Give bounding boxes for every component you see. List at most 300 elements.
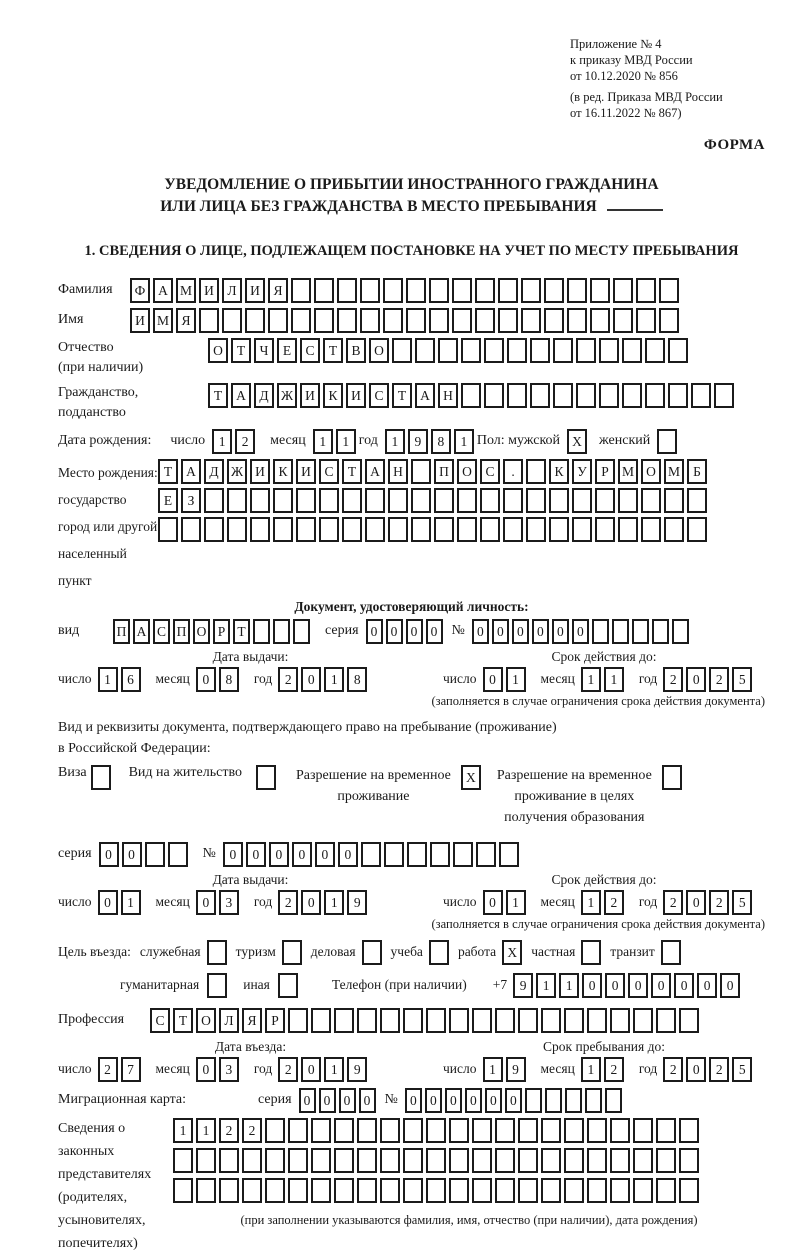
char-cell[interactable] [521,278,541,303]
char-cell[interactable] [426,1148,446,1173]
char-cell[interactable] [587,1118,607,1143]
char-cell[interactable]: 0 [686,667,706,692]
char-cell[interactable]: 0 [674,973,694,998]
char-cell[interactable] [411,517,431,542]
char-cell[interactable]: 2 [242,1118,262,1143]
char-cell[interactable] [319,517,339,542]
char-cell[interactable] [495,1178,515,1203]
char-cell[interactable]: 5 [732,1057,752,1082]
char-cell[interactable] [613,278,633,303]
char-cell[interactable]: Т [342,459,362,484]
char-cell[interactable]: Р [213,619,230,644]
char-cell[interactable] [472,1148,492,1173]
char-cell[interactable]: 1 [581,667,601,692]
char-cell[interactable] [403,1118,423,1143]
char-cell[interactable] [457,517,477,542]
char-cell[interactable]: 9 [506,1057,526,1082]
char-cell[interactable]: 0 [720,973,740,998]
char-cell[interactable]: 0 [426,619,443,644]
char-cell[interactable] [592,619,609,644]
char-cell[interactable] [181,517,201,542]
char-cell[interactable] [507,338,527,363]
char-cell[interactable]: 9 [513,973,533,998]
char-cell[interactable] [461,383,481,408]
char-cell[interactable] [196,1178,216,1203]
char-cell[interactable]: Т [231,338,251,363]
char-cell[interactable]: П [434,459,454,484]
char-cell[interactable] [645,383,665,408]
char-cell[interactable]: 0 [301,890,321,915]
char-cell[interactable]: 0 [405,1088,422,1113]
char-cell[interactable] [599,383,619,408]
char-cell[interactable]: У [572,459,592,484]
char-cell[interactable] [357,1178,377,1203]
char-cell[interactable]: З [181,488,201,513]
char-cell[interactable] [452,308,472,333]
purpose-study-checkbox[interactable] [429,940,449,965]
char-cell[interactable]: 1 [121,890,141,915]
char-cell[interactable] [633,1118,653,1143]
char-cell[interactable] [480,488,500,513]
purpose-official-checkbox[interactable] [207,940,227,965]
char-cell[interactable] [541,1118,561,1143]
char-cell[interactable] [632,619,649,644]
char-cell[interactable] [664,517,684,542]
char-cell[interactable] [587,1178,607,1203]
char-cell[interactable] [476,842,496,867]
char-cell[interactable] [549,488,569,513]
char-cell[interactable]: 0 [697,973,717,998]
char-cell[interactable] [429,278,449,303]
purpose-tourism-checkbox[interactable] [282,940,302,965]
char-cell[interactable] [659,278,679,303]
char-cell[interactable]: 0 [196,890,216,915]
char-cell[interactable] [645,338,665,363]
char-cell[interactable]: 0 [485,1088,502,1113]
char-cell[interactable] [691,383,711,408]
char-cell[interactable] [273,488,293,513]
char-cell[interactable]: К [323,383,343,408]
char-cell[interactable] [227,517,247,542]
char-cell[interactable] [411,488,431,513]
char-cell[interactable]: Я [242,1008,262,1033]
char-cell[interactable]: Н [388,459,408,484]
char-cell[interactable]: 0 [122,842,142,867]
char-cell[interactable]: 1 [536,973,556,998]
char-cell[interactable]: Р [265,1008,285,1033]
char-cell[interactable] [242,1178,262,1203]
char-cell[interactable]: 1 [454,429,474,454]
char-cell[interactable] [656,1178,676,1203]
char-cell[interactable]: 0 [492,619,509,644]
char-cell[interactable] [204,488,224,513]
char-cell[interactable]: 1 [336,429,356,454]
char-cell[interactable] [158,517,178,542]
char-cell[interactable] [641,517,661,542]
char-cell[interactable]: 0 [196,667,216,692]
char-cell[interactable] [590,278,610,303]
char-cell[interactable] [250,517,270,542]
char-cell[interactable]: 0 [223,842,243,867]
char-cell[interactable]: 0 [512,619,529,644]
char-cell[interactable] [679,1178,699,1203]
char-cell[interactable]: С [153,619,170,644]
char-cell[interactable] [337,308,357,333]
char-cell[interactable]: 1 [324,1057,344,1082]
char-cell[interactable] [293,619,310,644]
char-cell[interactable] [679,1008,699,1033]
char-cell[interactable]: 0 [686,890,706,915]
char-cell[interactable] [434,517,454,542]
char-cell[interactable] [291,278,311,303]
char-cell[interactable] [572,517,592,542]
char-cell[interactable] [457,488,477,513]
char-cell[interactable]: П [113,619,130,644]
char-cell[interactable] [449,1118,469,1143]
char-cell[interactable]: М [618,459,638,484]
char-cell[interactable]: Л [222,278,242,303]
char-cell[interactable]: 0 [386,619,403,644]
char-cell[interactable]: А [231,383,251,408]
char-cell[interactable]: М [176,278,196,303]
char-cell[interactable]: Я [268,278,288,303]
char-cell[interactable]: 0 [292,842,312,867]
char-cell[interactable] [610,1118,630,1143]
char-cell[interactable] [361,842,381,867]
char-cell[interactable]: 2 [98,1057,118,1082]
char-cell[interactable]: Ф [130,278,150,303]
char-cell[interactable]: О [196,1008,216,1033]
char-cell[interactable]: 0 [483,667,503,692]
char-cell[interactable]: И [300,383,320,408]
char-cell[interactable]: 8 [431,429,451,454]
char-cell[interactable] [526,488,546,513]
char-cell[interactable] [360,278,380,303]
char-cell[interactable] [388,488,408,513]
char-cell[interactable]: 0 [339,1088,356,1113]
char-cell[interactable] [365,517,385,542]
char-cell[interactable] [219,1178,239,1203]
char-cell[interactable] [636,278,656,303]
char-cell[interactable]: С [369,383,389,408]
char-cell[interactable] [288,1008,308,1033]
char-cell[interactable] [544,278,564,303]
char-cell[interactable]: Н [438,383,458,408]
char-cell[interactable]: 7 [121,1057,141,1082]
char-cell[interactable] [472,1178,492,1203]
char-cell[interactable]: С [300,338,320,363]
char-cell[interactable] [196,1148,216,1173]
char-cell[interactable] [499,842,519,867]
char-cell[interactable] [518,1148,538,1173]
char-cell[interactable]: 0 [406,619,423,644]
char-cell[interactable]: Е [158,488,178,513]
char-cell[interactable]: Ж [227,459,247,484]
char-cell[interactable]: 2 [663,1057,683,1082]
char-cell[interactable]: О [193,619,210,644]
char-cell[interactable]: И [296,459,316,484]
char-cell[interactable] [403,1148,423,1173]
purpose-private-checkbox[interactable] [581,940,601,965]
char-cell[interactable] [342,517,362,542]
edu-permit-checkbox[interactable] [662,765,682,790]
char-cell[interactable] [222,308,242,333]
char-cell[interactable] [411,459,431,484]
char-cell[interactable] [498,308,518,333]
char-cell[interactable] [380,1008,400,1033]
char-cell[interactable]: 0 [472,619,489,644]
char-cell[interactable]: О [457,459,477,484]
char-cell[interactable] [587,1148,607,1173]
char-cell[interactable] [173,1178,193,1203]
char-cell[interactable]: И [199,278,219,303]
char-cell[interactable] [587,1008,607,1033]
char-cell[interactable]: 1 [385,429,405,454]
char-cell[interactable]: Д [254,383,274,408]
char-cell[interactable] [242,1148,262,1173]
char-cell[interactable]: 1 [581,890,601,915]
char-cell[interactable]: Т [208,383,228,408]
char-cell[interactable]: 1 [483,1057,503,1082]
char-cell[interactable] [633,1148,653,1173]
char-cell[interactable] [360,308,380,333]
char-cell[interactable]: 2 [663,667,683,692]
char-cell[interactable] [380,1178,400,1203]
char-cell[interactable] [503,488,523,513]
purpose-other-checkbox[interactable] [278,973,298,998]
char-cell[interactable]: 2 [604,890,624,915]
purpose-business-checkbox[interactable] [362,940,382,965]
char-cell[interactable]: Т [392,383,412,408]
char-cell[interactable] [590,308,610,333]
char-cell[interactable] [576,338,596,363]
char-cell[interactable]: Д [204,459,224,484]
char-cell[interactable]: 0 [628,973,648,998]
char-cell[interactable] [288,1118,308,1143]
char-cell[interactable]: М [153,308,173,333]
purpose-humanitarian-checkbox[interactable] [207,973,227,998]
char-cell[interactable] [564,1008,584,1033]
char-cell[interactable]: И [250,459,270,484]
char-cell[interactable] [564,1118,584,1143]
char-cell[interactable] [403,1008,423,1033]
char-cell[interactable] [334,1148,354,1173]
char-cell[interactable]: Т [323,338,343,363]
char-cell[interactable] [605,1088,622,1113]
char-cell[interactable]: 3 [219,890,239,915]
char-cell[interactable]: Т [173,1008,193,1033]
char-cell[interactable]: 0 [425,1088,442,1113]
char-cell[interactable] [426,1178,446,1203]
char-cell[interactable]: 2 [219,1118,239,1143]
char-cell[interactable] [291,308,311,333]
char-cell[interactable] [553,338,573,363]
char-cell[interactable] [498,278,518,303]
char-cell[interactable] [618,488,638,513]
char-cell[interactable]: Ж [277,383,297,408]
char-cell[interactable] [265,1148,285,1173]
purpose-transit-checkbox[interactable] [661,940,681,965]
char-cell[interactable] [495,1148,515,1173]
char-cell[interactable]: 2 [278,667,298,692]
char-cell[interactable] [357,1008,377,1033]
char-cell[interactable]: Е [277,338,297,363]
char-cell[interactable] [679,1148,699,1173]
char-cell[interactable]: М [664,459,684,484]
char-cell[interactable] [541,1008,561,1033]
char-cell[interactable] [472,1118,492,1143]
char-cell[interactable]: 0 [269,842,289,867]
char-cell[interactable]: 5 [732,890,752,915]
char-cell[interactable] [612,619,629,644]
char-cell[interactable] [273,517,293,542]
char-cell[interactable] [296,517,316,542]
char-cell[interactable]: Б [687,459,707,484]
char-cell[interactable] [567,308,587,333]
char-cell[interactable]: 0 [605,973,625,998]
char-cell[interactable]: 0 [99,842,119,867]
char-cell[interactable]: 9 [347,1057,367,1082]
char-cell[interactable]: 8 [219,667,239,692]
char-cell[interactable] [342,488,362,513]
char-cell[interactable] [530,338,550,363]
char-cell[interactable] [311,1148,331,1173]
char-cell[interactable]: И [346,383,366,408]
char-cell[interactable] [357,1118,377,1143]
char-cell[interactable] [449,1148,469,1173]
char-cell[interactable] [392,338,412,363]
char-cell[interactable]: 1 [212,429,232,454]
char-cell[interactable]: 2 [709,1057,729,1082]
char-cell[interactable] [484,338,504,363]
char-cell[interactable]: А [181,459,201,484]
char-cell[interactable] [219,1148,239,1173]
char-cell[interactable]: 3 [219,1057,239,1082]
char-cell[interactable] [434,488,454,513]
char-cell[interactable]: Ч [254,338,274,363]
char-cell[interactable] [475,278,495,303]
char-cell[interactable]: К [549,459,569,484]
char-cell[interactable] [403,1178,423,1203]
char-cell[interactable]: 0 [338,842,358,867]
char-cell[interactable] [664,488,684,513]
char-cell[interactable] [636,308,656,333]
temp-permit-checkbox[interactable]: X [461,765,481,790]
char-cell[interactable] [576,383,596,408]
char-cell[interactable]: О [641,459,661,484]
char-cell[interactable] [518,1178,538,1203]
char-cell[interactable] [687,517,707,542]
char-cell[interactable]: 2 [235,429,255,454]
char-cell[interactable]: 1 [506,667,526,692]
char-cell[interactable]: К [273,459,293,484]
char-cell[interactable] [656,1008,676,1033]
char-cell[interactable] [495,1118,515,1143]
char-cell[interactable] [334,1178,354,1203]
char-cell[interactable]: 2 [663,890,683,915]
char-cell[interactable] [541,1178,561,1203]
char-cell[interactable]: И [130,308,150,333]
char-cell[interactable]: А [153,278,173,303]
char-cell[interactable] [383,308,403,333]
char-cell[interactable]: 0 [465,1088,482,1113]
char-cell[interactable]: 0 [319,1088,336,1113]
char-cell[interactable]: 1 [98,667,118,692]
char-cell[interactable] [618,517,638,542]
char-cell[interactable] [357,1148,377,1173]
char-cell[interactable]: Т [158,459,178,484]
char-cell[interactable] [622,383,642,408]
char-cell[interactable] [480,517,500,542]
sex-female-checkbox[interactable] [657,429,677,454]
char-cell[interactable]: 0 [651,973,671,998]
char-cell[interactable]: Л [219,1008,239,1033]
char-cell[interactable] [530,383,550,408]
char-cell[interactable] [250,488,270,513]
char-cell[interactable] [461,338,481,363]
char-cell[interactable]: О [208,338,228,363]
char-cell[interactable] [314,308,334,333]
char-cell[interactable] [518,1118,538,1143]
char-cell[interactable] [656,1148,676,1173]
char-cell[interactable] [268,308,288,333]
char-cell[interactable]: 0 [301,1057,321,1082]
char-cell[interactable] [567,278,587,303]
char-cell[interactable] [687,488,707,513]
char-cell[interactable] [541,1148,561,1173]
char-cell[interactable] [595,517,615,542]
char-cell[interactable] [659,308,679,333]
char-cell[interactable] [526,517,546,542]
char-cell[interactable]: 1 [581,1057,601,1082]
char-cell[interactable]: В [346,338,366,363]
char-cell[interactable] [383,278,403,303]
char-cell[interactable] [484,383,504,408]
char-cell[interactable] [265,1178,285,1203]
char-cell[interactable] [438,338,458,363]
char-cell[interactable]: И [245,278,265,303]
char-cell[interactable] [406,308,426,333]
char-cell[interactable] [426,1118,446,1143]
char-cell[interactable] [311,1118,331,1143]
char-cell[interactable] [714,383,734,408]
char-cell[interactable]: 1 [313,429,333,454]
char-cell[interactable]: С [319,459,339,484]
char-cell[interactable] [526,459,546,484]
char-cell[interactable] [564,1148,584,1173]
char-cell[interactable]: 0 [483,890,503,915]
char-cell[interactable] [380,1118,400,1143]
char-cell[interactable] [503,517,523,542]
char-cell[interactable] [613,308,633,333]
char-cell[interactable]: Т [233,619,250,644]
char-cell[interactable] [521,308,541,333]
char-cell[interactable] [319,488,339,513]
char-cell[interactable] [227,488,247,513]
char-cell[interactable]: 6 [121,667,141,692]
char-cell[interactable] [265,1118,285,1143]
char-cell[interactable] [572,488,592,513]
char-cell[interactable] [415,338,435,363]
char-cell[interactable] [430,842,450,867]
char-cell[interactable]: 0 [552,619,569,644]
char-cell[interactable]: 0 [196,1057,216,1082]
char-cell[interactable] [564,1178,584,1203]
char-cell[interactable]: Я [176,308,196,333]
char-cell[interactable] [253,619,270,644]
char-cell[interactable] [679,1118,699,1143]
visa-checkbox[interactable] [91,765,111,790]
